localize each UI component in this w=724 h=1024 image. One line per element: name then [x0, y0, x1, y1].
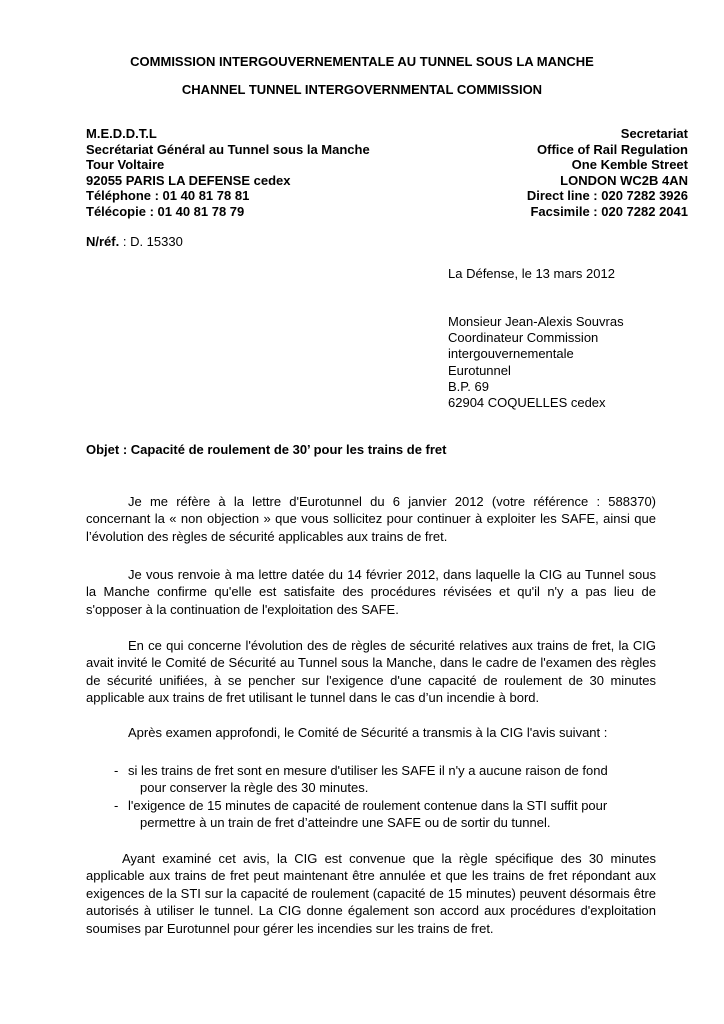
- bullet-dash: -: [114, 763, 119, 778]
- sender-address-fr: [86, 126, 370, 220]
- reference-label: N/réf.: [86, 234, 120, 249]
- bullet-text: [128, 762, 656, 797]
- bullet-line: pour conserver la règle des 30 minutes.: [140, 780, 369, 796]
- sender-fr-line: Tour Voltaire: [86, 157, 165, 173]
- bullet-line: si les trains de fret sont en mesure d'utiliser les SAFE il n'y a aucune raison de fond: [128, 763, 608, 778]
- sender-uk-phone: Direct line : 020 7282 3926: [526, 188, 688, 204]
- bullet-item: [114, 797, 656, 832]
- recipient-line: B.P. 69: [448, 378, 489, 394]
- reference-value: : D. 15330: [119, 234, 183, 249]
- sender-uk-line: One Kemble Street: [571, 157, 688, 173]
- sender-uk-line: Secretariat: [620, 126, 688, 141]
- paragraph: En ce qui concerne l'évolution des de règles de sécurité relatives aux trains de fret, la CIG avait invité le Comité de Sécurité au Tunnel sous la Manche, dans le cadre de l'examen des règles de sécurité unifiées, à se pencher sur l'exigence d'une capacité de roulement de 30 minutes applicable aux trains de fret utilisant le tunnel dans le cas d’un incendie à bord.: [86, 638, 656, 706]
- bullet-line: permettre à un train de fret d’atteindre une SAFE ou de sortir du tunnel.: [140, 815, 551, 831]
- sender-fr-line: M.E.D.D.T.L: [86, 126, 157, 141]
- sender-fr-fax: Télécopie : 01 40 81 78 79: [86, 203, 245, 219]
- bullet-line: l'exigence de 15 minutes de capacité de roulement contenue dans la STI suffit pour: [128, 798, 608, 813]
- paragraph: Après examen approfondi, le Comité de Sécurité a transmis à la CIG l'avis suivant :: [128, 725, 608, 740]
- reference-line: [86, 234, 183, 249]
- sender-uk-line: LONDON WC2B 4AN: [560, 172, 688, 188]
- header-title-fr: COMMISSION INTERGOUVERNEMENTALE AU TUNNEL SOUS LA MANCHE: [130, 54, 594, 69]
- recipient-line: Eurotunnel: [448, 362, 511, 378]
- sender-fr-line: Secrétariat Général au Tunnel sous la Manche: [86, 141, 370, 157]
- bullet-dash: -: [114, 798, 119, 813]
- recipient-line: intergouvernementale: [448, 346, 574, 362]
- header-title-en: CHANNEL TUNNEL INTERGOVERNMENTAL COMMISSION: [181, 82, 543, 97]
- recipient-line: Coordinateur Commission: [448, 330, 599, 346]
- paragraph-conclusion: Ayant examiné cet avis, la CIG est convenue que la règle spécifique des 30 minutes applicable aux trains de fret peut maintenant être annulée et que les trains de fret répondant aux exigences de la STI sur la capacité de roulement (capacité de 15 minutes) peuvent désormais être autorisés à utiliser le tunnel. La CIG donne également son accord aux procédures d'exploitation soumises par Eurotunnel pour gérer les incendies sur les trains de fret.: [86, 851, 656, 936]
- bullet-text: [128, 797, 656, 832]
- letter-date: La Défense, le 13 mars 2012: [448, 266, 615, 281]
- recipient-line: 62904 COQUELLES cedex: [448, 395, 606, 411]
- sender-address-uk: [527, 126, 688, 220]
- sender-fr-phone: Téléphone : 01 40 81 78 81: [86, 188, 250, 204]
- recipient-address: [448, 314, 624, 411]
- paragraph: Je vous renvoie à ma lettre datée du 14 février 2012, dans laquelle la CIG au Tunnel sous la Manche confirme qu'elle est satisfaite des procédures révisées et qu'il n'y a pas lieu de s'opposer à la continuation de l'exploitation des SAFE.: [86, 567, 656, 617]
- sender-uk-fax: Facsimile : 020 7282 2041: [530, 203, 688, 219]
- paragraph: Je me réfère à la lettre d'Eurotunnel du 6 janvier 2012 (votre référence : 588370) concernant la « non objection » que vous sollicitez pour continuer à exploiter les SAFE, ainsi que l’évolution des règles de sécurité applicables aux trains de fret.: [86, 494, 656, 544]
- subject-line: Objet : Capacité de roulement de 30’ pour les trains de fret: [86, 442, 447, 457]
- recipient-line: Monsieur Jean-Alexis Souvras: [448, 314, 624, 329]
- sender-fr-line: 92055 PARIS LA DEFENSE cedex: [86, 172, 291, 188]
- sender-uk-line: Office of Rail Regulation: [537, 141, 688, 157]
- bullet-item: [114, 762, 656, 797]
